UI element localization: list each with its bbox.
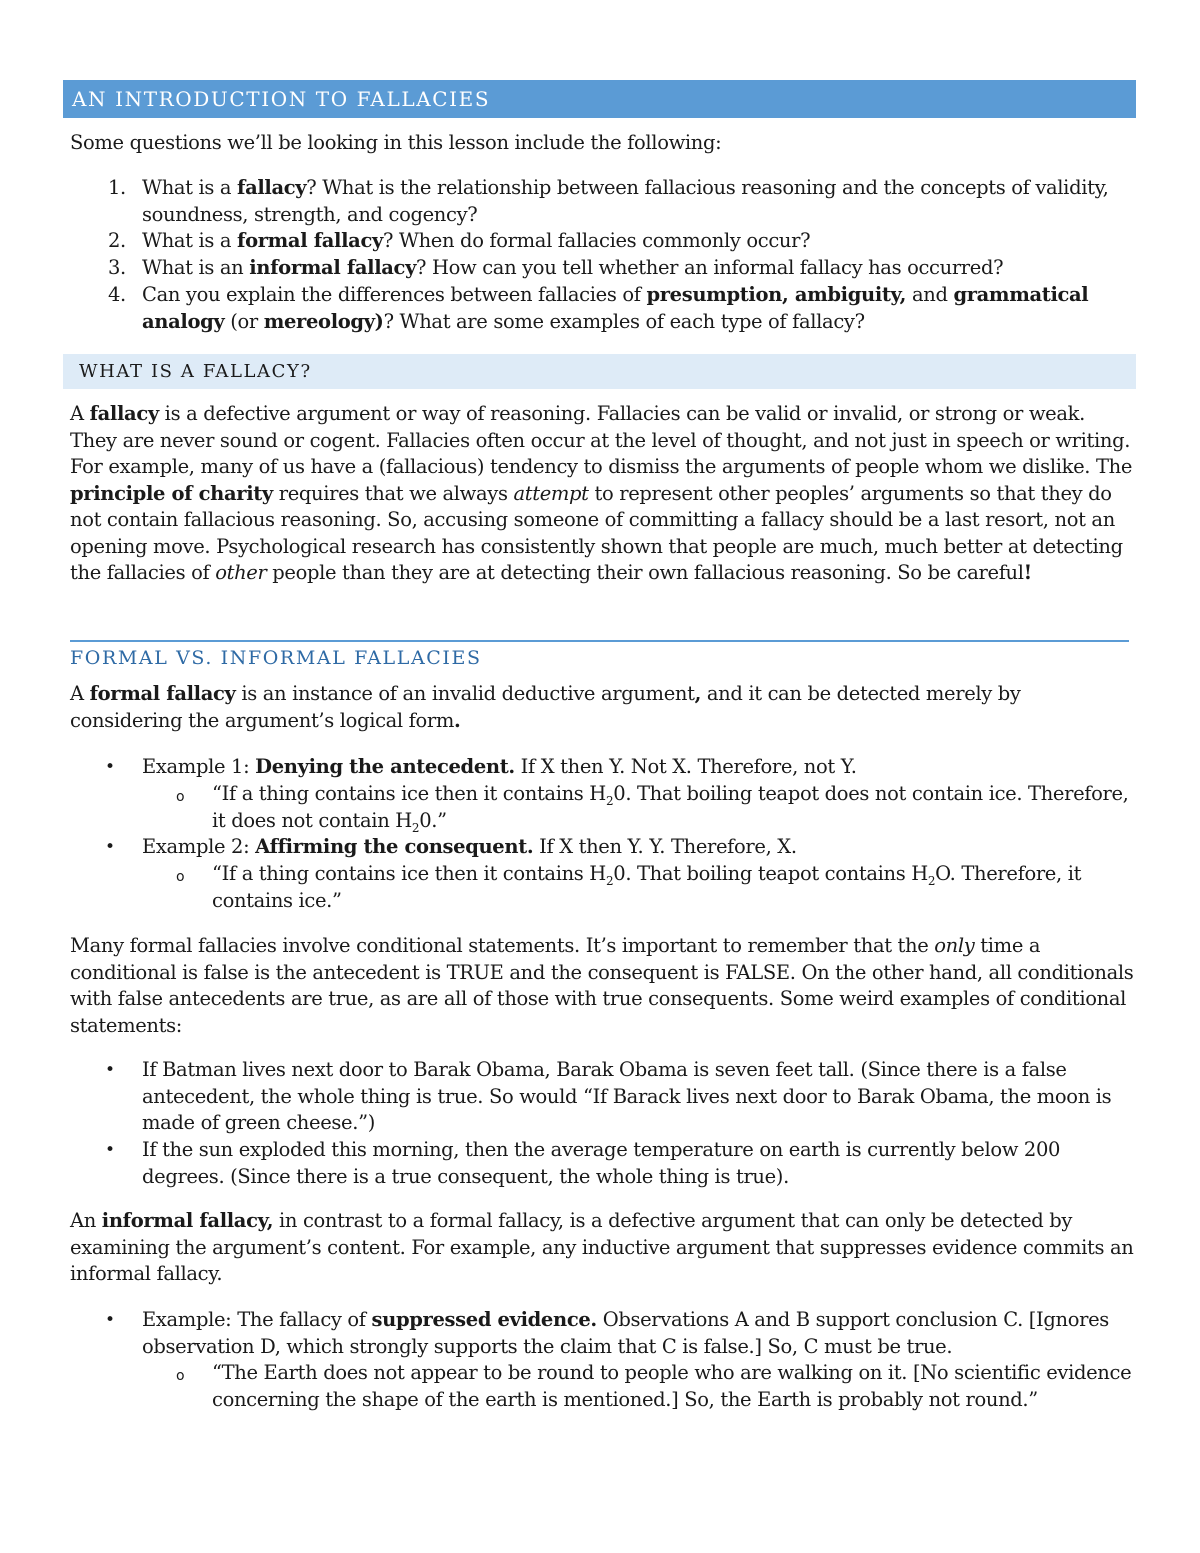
question-text: Can you explain the differences between fallacies of presumption, ambiguity, and grammatical analogy (or mereology)? What are some examples of each type of fallacy?: [142, 283, 1089, 333]
formal-examples-list: [70, 754, 1136, 914]
example-text: Example 1: Denying the antecedent. If X then Y. Not X. Therefore, not Y.: [142, 755, 857, 778]
question-number: 1.: [108, 176, 126, 199]
example-quote: “The Earth does not appear to be round to people who are walking on it. [No scientific evidence concerning the shape of the earth is mentioned.] So, the Earth is probably not round.”: [212, 1361, 1132, 1411]
example-text: Example 2: Affirming the consequent. If X then Y. Y. Therefore, X.: [142, 835, 797, 858]
bullet-icon: •: [105, 1060, 115, 1080]
page-title: AN INTRODUCTION TO FALLACIES: [63, 80, 1136, 118]
example-text: Example: The fallacy of suppressed evidence. Observations A and B support conclusion C. [Ignores observation D, which strongly supports the claim that C is false.] So, C must be true.: [142, 1308, 1109, 1358]
conditional-examples-list: [70, 1057, 1136, 1192]
intro-lead: Some questions we’ll be looking in this lesson include the following:: [70, 131, 722, 154]
question-number: 2.: [108, 229, 126, 252]
example-text: If Batman lives next door to Barak Obama, Barak Obama is seven feet tall. (Since there is a false antecedent, the whole thing is true. So would “If Barack lives next door to Barak Obama, the moon is made of green cheese.”): [142, 1058, 1112, 1134]
informal-fallacy-paragraph: An informal fallacy, in contrast to a formal fallacy, is a defective argument that can only be detected by examining the argument’s content. For example, any inductive argument that suppresses evidence commits an informal fallacy.: [70, 1209, 1134, 1285]
sub-bullet-icon: o: [176, 1368, 185, 1384]
section-heading-what-is-fallacy: WHAT IS A FALLACY?: [63, 354, 1136, 389]
sub-bullet-icon: o: [176, 789, 185, 805]
bullet-icon: •: [105, 1140, 115, 1160]
section-heading-formal-vs-informal: FORMAL VS. INFORMAL FALLACIES: [70, 647, 482, 669]
fallacy-definition-paragraph: A fallacy is a defective argument or way of reasoning. Fallacies can be valid or invalid, or strong or weak. They are never sound or cogent. Fallacies often occur at the level of thought, and not just in speech or writing. For example, many of us have a (fallacious) tendency to dismiss the arguments of people whom we dislike. The principle of charity requires that we always attempt to represent other peoples’ arguments so that they do not contain fallacious reasoning. So, accusing someone of committing a fallacy should be a last resort, not an opening move. Psychological research has consistently shown that people are much, much better at detecting the fallacies of other people than they are at detecting their own fallacious reasoning. So be careful!: [70, 402, 1133, 584]
question-text: What is an informal fallacy? How can you tell whether an informal fallacy has occurred?: [142, 256, 1004, 279]
question-text: What is a fallacy? What is the relationship between fallacious reasoning and the concepts of validity, soundness, strength, and cogency?: [142, 176, 1109, 226]
formal-fallacy-paragraph: A formal fallacy is an instance of an invalid deductive argument, and it can be detected merely by considering the argument’s logical form.: [70, 682, 1021, 732]
sub-bullet-icon: o: [176, 869, 185, 885]
question-number: 4.: [108, 283, 126, 306]
example-text: If the sun exploded this morning, then the average temperature on earth is currently below 200 degrees. (Since there is a true consequent, the whole thing is true).: [142, 1138, 1061, 1188]
bullet-icon: •: [105, 757, 115, 777]
question-list: [70, 175, 1136, 335]
example-quote: “If a thing contains ice then it contains $H_20$. That boiling teapot does not contain ice. Therefore, it does not contain $H_20$.”: [212, 782, 1129, 835]
informal-examples-list: [70, 1307, 1136, 1442]
question-number: 3.: [108, 256, 126, 279]
section-divider: [70, 640, 1129, 642]
question-text: What is a formal fallacy? When do formal fallacies commonly occur?: [142, 229, 811, 252]
bullet-icon: •: [105, 837, 115, 857]
bullet-icon: •: [105, 1310, 115, 1330]
example-quote: “If a thing contains ice then it contains $H_20$. That boiling teapot contains $H_2O$. Therefore, it contains ice.”: [212, 862, 1082, 912]
conditional-paragraph: Many formal fallacies involve conditional statements. It’s important to remember that the only time a conditional is false is the antecedent is TRUE and the consequent is FALSE. On the other hand, all conditionals with false antecedents are true, as are all of those with true consequents. Some weird examples of conditional statements:: [70, 934, 1134, 1037]
